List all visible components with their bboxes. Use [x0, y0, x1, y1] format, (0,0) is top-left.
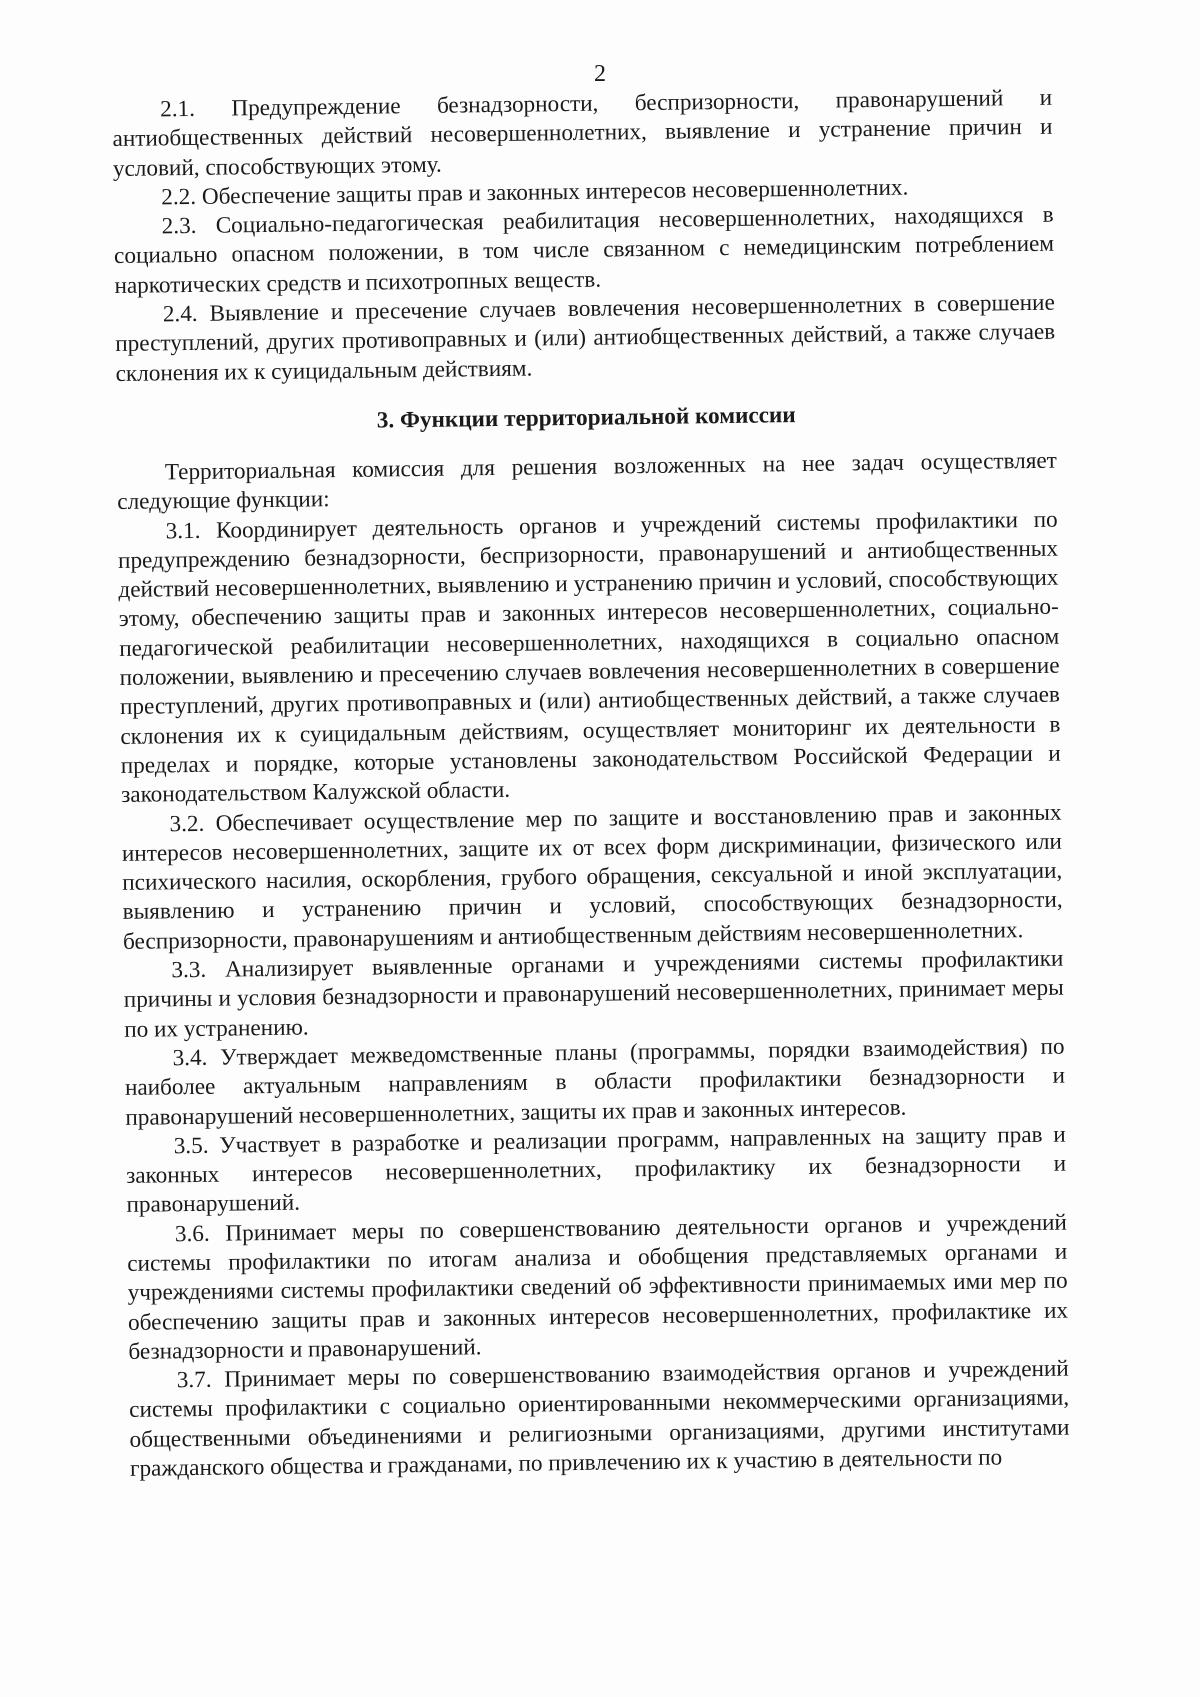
paragraph-3-6: 3.6. Принимает меры по совершенствованию деятельности органов и учреждений системы профилактики по итогам анализа и обобщения представляемых органами и учреждениями системы профилактики сведений об эффективности принимаемых ими мер по обеспечению защиты прав и законных интересов несовершеннолетних, профилактике их безнадзорности и правонарушений. [127, 1209, 1069, 1365]
paragraph-2-4: 2.4. Выявление и пресечение случаев вовлечения несовершеннолетних в совершение преступлений, других противоправных и (или) антиобщественных действий, а также случаев склонения их к суицидальным действиям. [115, 289, 1056, 387]
paragraph-2-2: 2.2. Обеспечение защиты прав и законных интересов несовершеннолетних. [161, 174, 909, 211]
paragraph-3-7: 3.7. Принимает меры по совершенствованию взаимодействия органов и учреждений системы профилактики с социально ориентированными некоммерческими организациями, общественными объединениями и религиозными организациями, другими институтами гражданского общества и гражданами, по привлечению их к участию в деятельности по [129, 1355, 1070, 1482]
paragraph-3-1: 3.1. Координирует деятельность органов и учреждений системы профилактики по предупреждению безнадзорности, беспризорности, правонарушений и антиобщественных действий несовершеннолетних, выявлению и устранению причин и условий, способствующих этому, обеспечению защиты прав и законных интересов несовершеннолетних, социально-педагогической реабилитации несовершеннолетних, находящихся в социально опасном положении, выявлению и пресечению случаев вовлечения несовершеннолетних в совершение преступлений, других противоправных и (или) антиобщественных действий, а также случаев склонения их к суицидальным действиям, осуществляет мониторинг их деятельности в пределах и порядке, которые установлены законодательством Российской Федерации и законодательством Калужской области. [117, 506, 1061, 809]
paragraph-3-3: 3.3. Анализирует выявленные органами и учреждениями системы профилактики причины и условия безнадзорности и правонарушений несовершеннолетних, принимает меры по их устранению. [123, 945, 1064, 1043]
page-number: 2 [594, 61, 606, 87]
paragraph-3-4: 3.4. Утверждает межведомственные планы (программы, порядки взаимодействия) по наиболее актуальным направлениям в области профилактики безнадзорности и правонарушений несовершеннолетних, защиты их прав и законных интересов. [124, 1033, 1066, 1131]
section-3-intro: Территориальная комиссия для решения возложенных на нее задач осуществляет следующие функции: [117, 447, 1058, 516]
paragraph-3-5: 3.5. Участвует в разработке и реализации программ, направленных на защиту прав и законных интересов несовершеннолетних, профилактику их безнадзорности и правонарушений. [125, 1121, 1067, 1219]
paragraph-2-1: 2.1. Предупреждение безнадзорности, беспризорности, правонарушений и антиобщественных действий несовершеннолетних, выявление и устранение причин и условий, способствующих этому. [112, 84, 1053, 182]
section-3-heading: 3. Функции территориальной комиссии [376, 402, 796, 434]
document-body [112, 84, 1070, 1485]
paragraph-2-3: 2.3. Социально-педагогическая реабилитация несовершеннолетних, находящихся в социально опасном положении, в том числе связанном с немедицинским потреблением наркотических средств и психотропных веществ. [113, 201, 1055, 299]
paragraph-3-2: 3.2. Обеспечивает осуществление мер по защите и восстановлению прав и законных интересов несовершеннолетних, защите их от всех форм дискриминации, физического или психического насилия, оскорбления, грубого обращения, сексуальной и иной эксплуатации, выявлению и устранению причин и условий, способствующих безнадзорности, беспризорности, правонарушениям и антиобщественным действиям несовершеннолетних. [121, 799, 1063, 955]
